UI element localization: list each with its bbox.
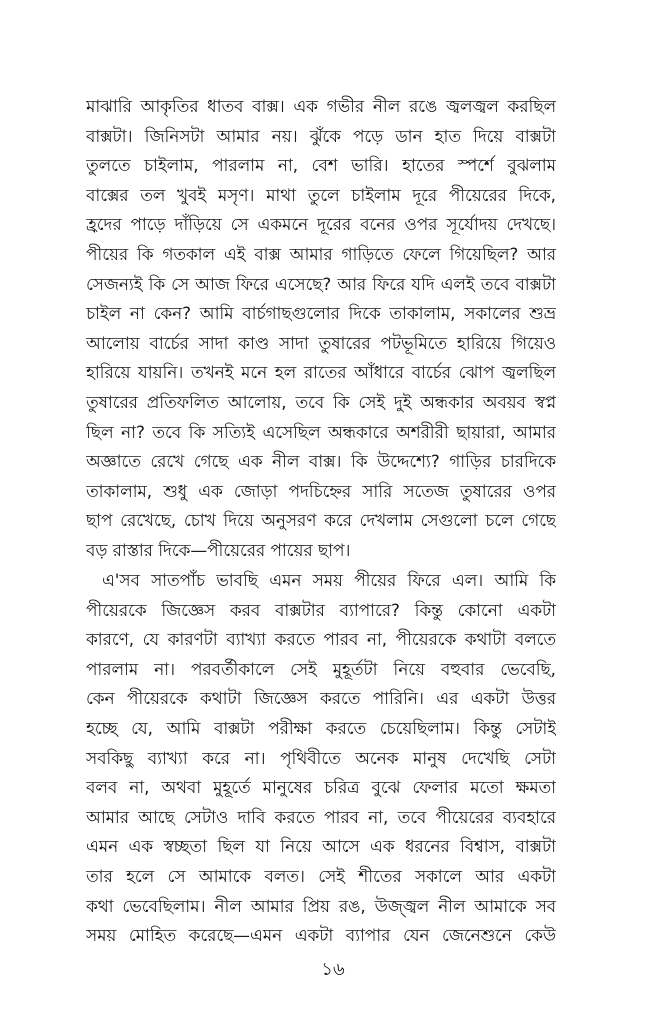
paragraph-2 — [86, 566, 556, 951]
text-line: কথা ভেবেছিলাম। নীল আমার প্রিয় রঙ, উজ্জ্বল নীল আমাকে সব — [86, 895, 556, 916]
text-line: তার হলে সে আমাকে বলত। সেই শীতের সকালে আর একটা — [86, 865, 556, 886]
text-line: তাকালাম, শুধু এক জোড়া পদচিহ্নের সারি সতেজ তুষারের ওপর — [86, 480, 556, 501]
text-line: সবকিছু ব্যাখ্যা করে না। পৃথিবীতে অনেক মানুষ দেখেছি সেটা — [86, 747, 556, 768]
text-line: পীয়ের কি গতকাল এই বাক্স আমার গাড়িতে ফেলে গিয়েছিল? আর — [86, 243, 556, 264]
text-line: সময় মোহিত করেছে—এমন একটা ব্যাপার যেন জেনেশুনে কেউ — [86, 925, 556, 946]
text-line: সেজন্যই কি সে আজ ফিরে এসেছে? আর ফিরে যদি এলই তবে বাক্সটা — [86, 273, 556, 294]
text-line: পারলাম না। পরবর্তীকালে সেই মুহূর্তটা নিয়ে বহুবার ভেবেছি, — [86, 658, 556, 679]
text-line: মাঝারি আকৃতির ধাতব বাক্স। এক গভীর নীল রঙে জ্বলজ্বল করছিল — [86, 96, 556, 116]
text-line: কেন পীয়েরকে কথাটা জিজ্ঞেস করতে পারিনি। এর একটা উত্তর — [86, 688, 556, 709]
text-line: হচ্ছে যে, আমি বাক্সটা পরীক্ষা করতে চেয়েছিলাম। কিন্তু সেটাই — [86, 717, 556, 738]
text-line: আলোয় বার্চের সাদা কাণ্ড সাদা তুষারের পটভূমিতে হারিয়ে গিয়েও — [86, 332, 556, 353]
text-line: অজ্ঞাতে রেখে গেছে এক নীল বাক্স। কি উদ্দেশ্যে? গাড়ির চারদিকে — [86, 451, 556, 472]
paragraph-1 — [86, 92, 556, 566]
text-line: চাইল না কেন? আমি বার্চগাছগুলোর দিকে তাকালাম, সকালের শুভ্র — [86, 303, 556, 324]
text-line: ছাপ রেখেছে, চোখ দিয়ে অনুসরণ করে দেখলাম সেগুলো চলে গেছে — [86, 510, 556, 531]
text-line: বড় রাস্তার দিকে—পীয়েরের পায়ের ছাপ। — [86, 539, 351, 560]
text-line: বাক্সটা। জিনিসটা আমার নয়। ঝুঁকে পড়ে ডান হাত দিয়ে বাক্সটা — [86, 125, 556, 146]
text-line: আমার আছে সেটাও দাবি করতে পারব না, তবে পীয়েরের ব্যবহারে — [86, 806, 556, 827]
text-line: হারিয়ে যায়নি। তখনই মনে হল রাতের আঁধারে বার্চের ঝোপ জ্বলছিল — [86, 362, 556, 383]
text-line: এমন এক স্বচ্ছতা ছিল যা নিয়ে আসে এক ধরনের বিশ্বাস, বাক্সটা — [86, 836, 556, 857]
text-line: ছিল না? তবে কি সত্যিই এসেছিল অন্ধকারে অশরীরী ছায়ারা, আমার — [86, 421, 556, 442]
text-line: বাক্সের তল খুবই মসৃণ। মাথা তুলে চাইলাম দূরে পীয়েরের দিকে, — [86, 184, 556, 205]
text-line: তুষারের প্রতিফলিত আলোয়, তবে কি সেই দুই অন্ধকার অবয়ব স্বপ্ন — [86, 391, 556, 412]
text-line: এ'সব সাতপাঁচ ভাবছি এমন সময় পীয়ের ফিরে এল। আমি কি — [102, 570, 556, 590]
text-line: তুলতে চাইলাম, পারলাম না, বেশ ভারি। হাতের স্পর্শে বুঝলাম — [86, 155, 556, 176]
page-number: ১৬ — [321, 959, 345, 980]
text-line: বলব না, অথবা মুহূর্তে মানুষের চরিত্র বুঝে ফেলার মতো ক্ষমতা — [86, 777, 556, 798]
text-line: পীয়েরকে জিজ্ঞেস করব বাক্সটার ব্যাপারে? কিন্তু কোনো একটা — [86, 599, 556, 620]
text-line: কারণে, যে কারণটা ব্যাখ্যা করতে পারব না, পীয়েরকে কথাটা বলতে — [86, 629, 556, 650]
text-line: হ্রদের পাড়ে দাঁড়িয়ে সে একমনে দূরের বনের ওপর সূর্যোদয় দেখছে। — [86, 214, 556, 235]
